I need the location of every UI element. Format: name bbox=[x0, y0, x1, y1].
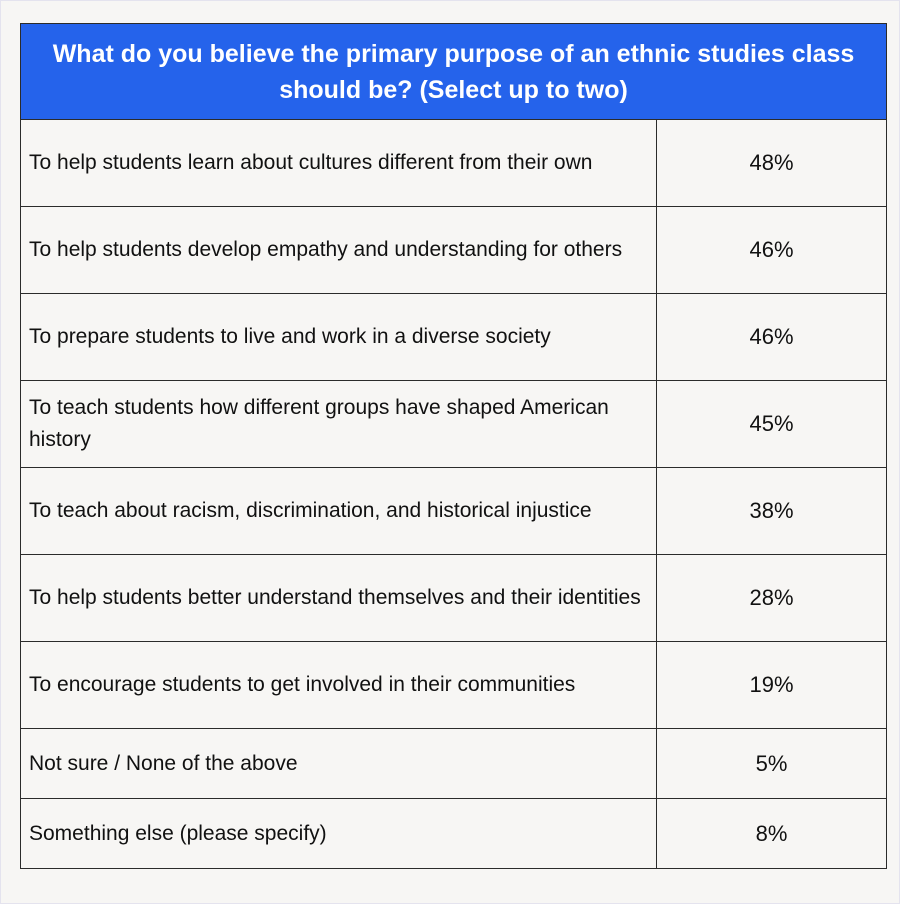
row-label: Not sure / None of the above bbox=[21, 729, 657, 799]
row-label: To encourage students to get involved in their communities bbox=[21, 642, 657, 729]
table-row bbox=[21, 555, 887, 642]
table-row bbox=[21, 120, 887, 207]
row-label: To help students learn about cultures different from their own bbox=[21, 120, 657, 207]
table-row bbox=[21, 207, 887, 294]
row-value: 19% bbox=[657, 642, 887, 729]
table-title: What do you believe the primary purpose of an ethnic studies class should be? (Select up to two) bbox=[21, 24, 887, 120]
table-row bbox=[21, 642, 887, 729]
survey-results-table bbox=[20, 23, 887, 869]
table-header-row bbox=[21, 24, 887, 120]
row-value: 46% bbox=[657, 294, 887, 381]
table-row bbox=[21, 729, 887, 799]
row-label: To prepare students to live and work in a diverse society bbox=[21, 294, 657, 381]
table-row bbox=[21, 381, 887, 468]
row-value: 38% bbox=[657, 468, 887, 555]
row-value: 46% bbox=[657, 207, 887, 294]
row-value: 8% bbox=[657, 799, 887, 869]
row-value: 48% bbox=[657, 120, 887, 207]
table-row bbox=[21, 799, 887, 869]
row-value: 5% bbox=[657, 729, 887, 799]
row-label: To teach students how different groups have shaped American history bbox=[21, 381, 657, 468]
row-value: 28% bbox=[657, 555, 887, 642]
row-label: To teach about racism, discrimination, and historical injustice bbox=[21, 468, 657, 555]
table-row bbox=[21, 468, 887, 555]
row-label: Something else (please specify) bbox=[21, 799, 657, 869]
row-label: To help students better understand themselves and their identities bbox=[21, 555, 657, 642]
table-row bbox=[21, 294, 887, 381]
row-value: 45% bbox=[657, 381, 887, 468]
row-label: To help students develop empathy and understanding for others bbox=[21, 207, 657, 294]
